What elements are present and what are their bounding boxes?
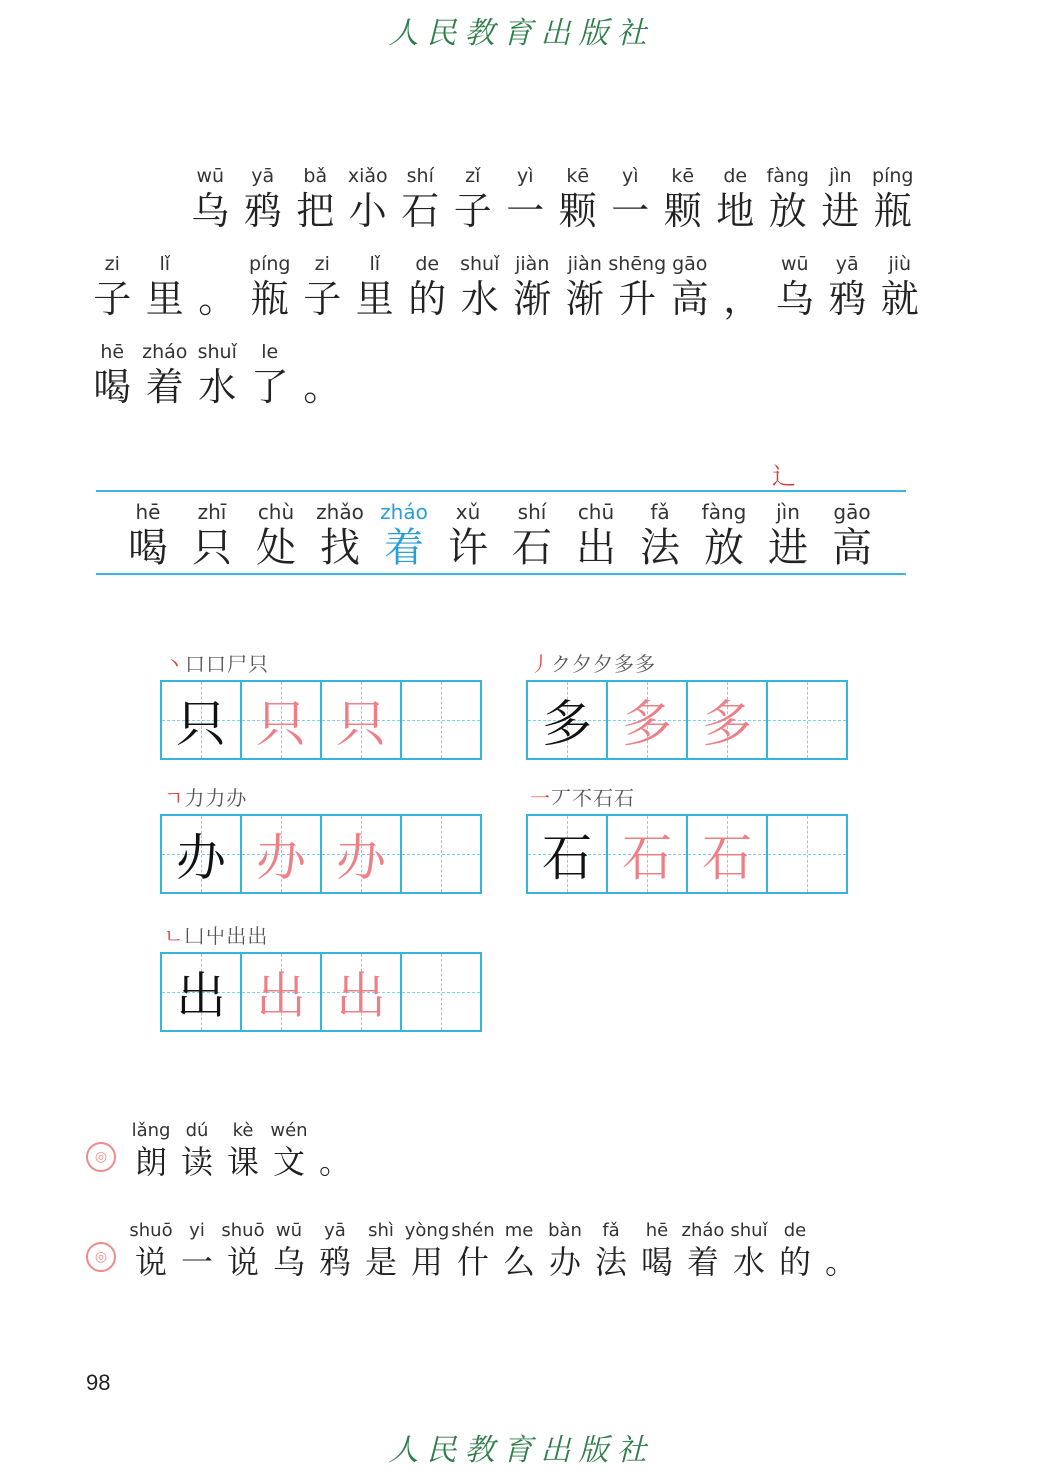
empty-grid-cell[interactable]	[768, 816, 846, 892]
hanzi: 什	[456, 1243, 489, 1281]
hanzi: 着	[686, 1243, 719, 1281]
ruby-character	[178, 1220, 216, 1282]
hanzi: 渐	[565, 277, 604, 321]
ruby-character	[139, 340, 192, 410]
ruby-character	[349, 252, 402, 322]
ruby-character	[709, 164, 762, 234]
publisher-header: 人民教育出版社	[388, 16, 655, 51]
pinyin: shuǐ	[730, 1220, 768, 1241]
pinyin: xiǎo	[347, 165, 388, 187]
writing-grid	[160, 814, 482, 894]
hanzi: 升	[618, 277, 657, 321]
grid-cell	[608, 816, 688, 892]
hanzi: 子	[303, 277, 342, 321]
pinyin: shuǐ	[197, 341, 237, 363]
ruby-character	[296, 340, 349, 410]
ruby-character	[447, 164, 500, 234]
ruby-character	[244, 340, 297, 410]
grid-cell	[688, 816, 768, 892]
ruby-character	[760, 500, 816, 572]
hanzi: 找	[320, 525, 360, 571]
pinyin: jiàn	[515, 253, 550, 275]
pinyin: jìn	[828, 165, 852, 187]
grid-cell	[242, 682, 322, 758]
pinyin: lǐ	[159, 253, 171, 275]
grid-cell	[322, 954, 402, 1030]
pinyin: zhǎo	[316, 500, 364, 524]
hanzi: 进	[768, 525, 808, 571]
grid-cell	[688, 682, 768, 758]
hanzi: ，	[723, 277, 762, 321]
hanzi: 进	[821, 189, 860, 233]
pinyin: lǎng	[131, 1120, 171, 1141]
stroke-order	[164, 920, 268, 949]
ruby-character	[592, 1220, 630, 1282]
ruby-character	[296, 252, 349, 322]
grid-cell	[242, 954, 322, 1030]
ruby-character	[362, 1220, 400, 1282]
hanzi: 处	[256, 525, 296, 571]
ruby-character	[191, 340, 244, 410]
pinyin: shì	[368, 1220, 394, 1241]
writing-grid	[160, 952, 482, 1032]
writing-grid	[526, 814, 848, 894]
stroke-step: 石	[614, 786, 635, 810]
stroke-step: 力	[205, 786, 227, 810]
hanzi: 就	[880, 277, 919, 321]
pinyin: fǎ	[602, 1220, 620, 1241]
hanzi: 是	[364, 1243, 397, 1281]
pinyin: yì	[516, 165, 534, 187]
ruby-character	[638, 1220, 676, 1282]
pinyin: zhī	[197, 500, 227, 524]
reading-icon: ◎	[86, 1142, 116, 1172]
stroke-step: 口	[185, 652, 206, 676]
hanzi: 里	[355, 277, 394, 321]
ruby-character	[178, 1120, 216, 1182]
pinyin: zháo	[142, 341, 188, 363]
ruby-character	[184, 164, 237, 234]
hanzi: 高	[832, 525, 872, 571]
ruby-character	[342, 164, 395, 234]
ruby-character	[224, 1120, 262, 1182]
ruby-character	[506, 252, 559, 322]
hanzi: 子	[453, 189, 492, 233]
pinyin: yi	[189, 1220, 205, 1241]
task-discuss	[86, 1220, 868, 1282]
pinyin: hē	[645, 1220, 669, 1241]
hanzi: 水	[460, 277, 499, 321]
ruby-character	[312, 500, 368, 572]
hanzi: 喝	[640, 1243, 673, 1281]
pinyin: píng	[249, 253, 291, 275]
ruby-character	[316, 1220, 354, 1282]
pinyin: shí	[406, 165, 434, 187]
stroke-step: 出	[247, 924, 269, 948]
empty-grid-cell[interactable]	[402, 954, 480, 1030]
hanzi: 乌	[775, 277, 814, 321]
pinyin: zháo	[380, 500, 428, 524]
grid-cell	[242, 816, 322, 892]
stroke-step: 只	[248, 652, 269, 676]
hanzi: 石	[512, 525, 552, 571]
hanzi: 法	[640, 525, 680, 571]
pinyin: lǐ	[369, 253, 381, 275]
model-character: 石	[542, 829, 592, 887]
pinyin: de	[415, 253, 440, 275]
stroke-order	[530, 648, 656, 677]
pinyin: wū	[196, 165, 225, 187]
ruby-character	[762, 164, 815, 234]
ruby-character	[499, 164, 552, 234]
ruby-character	[657, 164, 710, 234]
ruby-character	[244, 252, 297, 322]
ruby-character	[730, 1220, 768, 1282]
hanzi: 课	[226, 1143, 259, 1181]
ruby-character	[289, 164, 342, 234]
pinyin: shuō	[221, 1220, 265, 1241]
hanzi: 。	[318, 1143, 351, 1181]
ruby-character	[696, 500, 752, 572]
pinyin: gāo	[672, 253, 708, 275]
hanzi: 读	[180, 1143, 213, 1181]
trace-character: 出	[256, 967, 306, 1025]
vocab-bottom-rule	[96, 573, 906, 575]
pinyin: zǐ	[465, 165, 481, 187]
ruby-character	[664, 252, 717, 322]
ruby-character	[132, 1120, 170, 1182]
pinyin: le	[261, 341, 279, 363]
hanzi: 。	[303, 365, 342, 409]
pinyin: yòng	[404, 1220, 450, 1241]
hanzi: 放	[768, 189, 807, 233]
grid-cell	[528, 816, 608, 892]
ruby-character	[608, 252, 667, 322]
pinyin: chū	[577, 500, 615, 524]
ruby-character	[814, 164, 867, 234]
stroke-step: 办	[226, 786, 248, 810]
hanzi: 文	[272, 1143, 305, 1181]
pinyin: kè	[232, 1120, 254, 1141]
trace-character: 办	[256, 829, 306, 887]
ruby-character	[716, 252, 769, 322]
ruby-character	[86, 252, 139, 322]
pinyin: shuō	[129, 1220, 173, 1241]
stroke-step: 多	[635, 652, 656, 676]
trace-character: 只	[256, 695, 306, 753]
trace-character: 石	[622, 829, 672, 887]
ruby-character	[221, 1220, 265, 1282]
pinyin: de	[783, 1220, 807, 1241]
ruby-character	[376, 500, 432, 572]
hanzi: 瓶	[250, 277, 289, 321]
ruby-character	[394, 164, 447, 234]
hanzi: 用	[410, 1243, 443, 1281]
stroke-step: 力	[184, 786, 206, 810]
hanzi: 只	[192, 525, 232, 571]
pinyin: yā	[835, 253, 859, 275]
empty-grid-cell[interactable]	[768, 682, 846, 758]
pinyin: gāo	[833, 500, 871, 524]
ruby-character	[632, 500, 688, 572]
hanzi: 乌	[191, 189, 230, 233]
stroke-step: ㄱ	[164, 786, 185, 810]
ruby-character	[248, 500, 304, 572]
ruby-character	[404, 1220, 450, 1282]
stroke-step: 出	[226, 924, 248, 948]
stroke-step: 丿	[530, 652, 551, 676]
ruby-character	[552, 164, 605, 234]
grid-cell	[162, 682, 242, 758]
pinyin: shí	[517, 500, 547, 524]
stroke-step: ㄴ	[164, 924, 185, 948]
pinyin: me	[504, 1220, 534, 1241]
pinyin: zi	[104, 253, 120, 275]
passage-line-1	[184, 164, 919, 234]
hanzi: 放	[704, 525, 744, 571]
grid-cell	[162, 816, 242, 892]
hanzi: 。	[824, 1243, 857, 1281]
pinyin: wū	[780, 253, 809, 275]
hanzi: 许	[448, 525, 488, 571]
stroke-order	[164, 648, 269, 677]
hanzi: 石	[401, 189, 440, 233]
hanzi: 喝	[128, 525, 168, 571]
pinyin: wū	[275, 1220, 303, 1241]
trace-character: 多	[622, 695, 672, 753]
stroke-order	[164, 782, 247, 811]
hanzi: 着	[145, 365, 184, 409]
ruby-character	[504, 500, 560, 572]
pinyin: fǎ	[650, 500, 670, 524]
hanzi: 子	[93, 277, 132, 321]
ruby-character	[604, 164, 657, 234]
hanzi: 高	[670, 277, 709, 321]
writing-grid	[526, 680, 848, 760]
page-number: 98	[86, 1370, 111, 1395]
trace-character: 出	[336, 967, 386, 1025]
pinyin: dú	[185, 1120, 209, 1141]
hanzi: 一	[180, 1243, 213, 1281]
pinyin: hē	[135, 500, 161, 524]
pinyin: zháo	[681, 1220, 725, 1241]
pinyin: yì	[621, 165, 639, 187]
trace-character: 只	[336, 695, 386, 753]
empty-grid-cell[interactable]	[402, 816, 480, 892]
grid-cell	[322, 816, 402, 892]
hanzi: 了	[250, 365, 289, 409]
grid-cell	[322, 682, 402, 758]
grid-cell	[162, 954, 242, 1030]
ruby-character	[270, 1220, 308, 1282]
ruby-character	[681, 1220, 725, 1282]
stroke-step: 不	[572, 786, 593, 810]
passage-line-2	[86, 252, 926, 322]
hanzi: 鸦	[318, 1243, 351, 1281]
hanzi: 着	[384, 525, 424, 571]
pinyin: de	[723, 165, 748, 187]
stroke-step: 丶	[164, 652, 185, 676]
pinyin: shuǐ	[460, 253, 500, 275]
pinyin: jiù	[888, 253, 912, 275]
ruby-character	[270, 1120, 308, 1182]
publisher-footer: 人民教育出版社	[388, 1433, 655, 1468]
ruby-character	[559, 252, 612, 322]
ruby-character	[86, 340, 139, 410]
stroke-step: 口	[206, 652, 227, 676]
hanzi: 水	[198, 365, 237, 409]
model-character: 出	[176, 967, 226, 1025]
stroke-order	[530, 782, 635, 811]
pinyin: píng	[872, 165, 914, 187]
pinyin: chù	[257, 500, 295, 524]
stroke-step: ク	[551, 652, 572, 676]
hanzi: 办	[548, 1243, 581, 1281]
pinyin: fàng	[701, 500, 747, 524]
pinyin: shén	[451, 1220, 495, 1241]
empty-grid-cell[interactable]	[402, 682, 480, 758]
ruby-character	[139, 252, 192, 322]
hanzi: 小	[348, 189, 387, 233]
hanzi: 把	[296, 189, 335, 233]
hanzi: 水	[732, 1243, 765, 1281]
trace-character: 多	[702, 695, 752, 753]
hanzi: 鸦	[828, 277, 867, 321]
ruby-character	[546, 1220, 584, 1282]
pinyin: bàn	[548, 1220, 582, 1241]
ruby-character	[867, 164, 920, 234]
pinyin: hē	[100, 341, 125, 363]
hanzi: 一	[506, 189, 545, 233]
ruby-character	[316, 1120, 354, 1182]
hanzi: 说	[134, 1243, 167, 1281]
model-character: 只	[176, 695, 226, 753]
pinyin: yā	[251, 165, 275, 187]
ruby-character	[824, 500, 880, 572]
hanzi: 一	[611, 189, 650, 233]
task-read-aloud	[86, 1120, 362, 1182]
vocab-row	[120, 500, 880, 572]
ruby-character	[568, 500, 624, 572]
ruby-character	[454, 252, 507, 322]
stroke-step: 夕	[593, 652, 614, 676]
hanzi: 颗	[558, 189, 597, 233]
writing-grid	[160, 680, 482, 760]
stroke-step: 屮	[205, 924, 227, 948]
pinyin: zi	[314, 253, 330, 275]
ruby-character	[440, 500, 496, 572]
pinyin: kē	[671, 165, 695, 187]
ruby-character	[237, 164, 290, 234]
ruby-character	[821, 252, 874, 322]
radical-note: 辶	[772, 462, 796, 490]
ruby-character	[191, 252, 244, 322]
hanzi: 的	[408, 277, 447, 321]
grid-cell	[608, 682, 688, 758]
passage-line-3	[86, 340, 349, 410]
pinyin: wén	[270, 1120, 308, 1141]
hanzi: 。	[198, 277, 237, 321]
stroke-step: 丆	[551, 786, 572, 810]
model-character: 多	[542, 695, 592, 753]
trace-character: 办	[336, 829, 386, 887]
hanzi: 乌	[272, 1243, 305, 1281]
ruby-character	[120, 500, 176, 572]
hanzi: 渐	[513, 277, 552, 321]
stroke-step: 一	[530, 786, 551, 810]
pinyin: bǎ	[303, 165, 328, 187]
trace-character: 石	[702, 829, 752, 887]
hanzi: 颗	[663, 189, 702, 233]
hanzi: 瓶	[873, 189, 912, 233]
pinyin: jiàn	[567, 253, 602, 275]
stroke-step: 夕	[572, 652, 593, 676]
ruby-character	[822, 1220, 860, 1282]
pinyin: shēng	[608, 253, 667, 275]
hanzi: 出	[576, 525, 616, 571]
speaking-icon: ◎	[86, 1242, 116, 1272]
ruby-character	[401, 252, 454, 322]
pinyin: kē	[566, 165, 590, 187]
ruby-character	[769, 252, 822, 322]
stroke-step: 凵	[184, 924, 206, 948]
hanzi: 喝	[93, 365, 132, 409]
pinyin: fàng	[766, 165, 809, 187]
stroke-step: 尸	[227, 652, 248, 676]
stroke-step: 多	[614, 652, 635, 676]
ruby-character	[500, 1220, 538, 1282]
hanzi: 的	[778, 1243, 811, 1281]
pinyin: yā	[324, 1220, 346, 1241]
hanzi: 地	[716, 189, 755, 233]
vocab-top-rule	[96, 490, 906, 492]
model-character: 办	[176, 829, 226, 887]
ruby-character	[776, 1220, 814, 1282]
ruby-character	[184, 500, 240, 572]
stroke-step: 石	[593, 786, 614, 810]
hanzi: 说	[226, 1243, 259, 1281]
hanzi: 么	[502, 1243, 535, 1281]
grid-cell	[528, 682, 608, 758]
ruby-character	[129, 1220, 173, 1282]
hanzi: 朗	[134, 1143, 167, 1181]
hanzi: 法	[594, 1243, 627, 1281]
hanzi: 里	[145, 277, 184, 321]
pinyin: xǔ	[455, 500, 481, 524]
pinyin: jìn	[776, 500, 800, 524]
hanzi: 鸦	[243, 189, 282, 233]
ruby-character	[874, 252, 927, 322]
ruby-character	[451, 1220, 495, 1282]
